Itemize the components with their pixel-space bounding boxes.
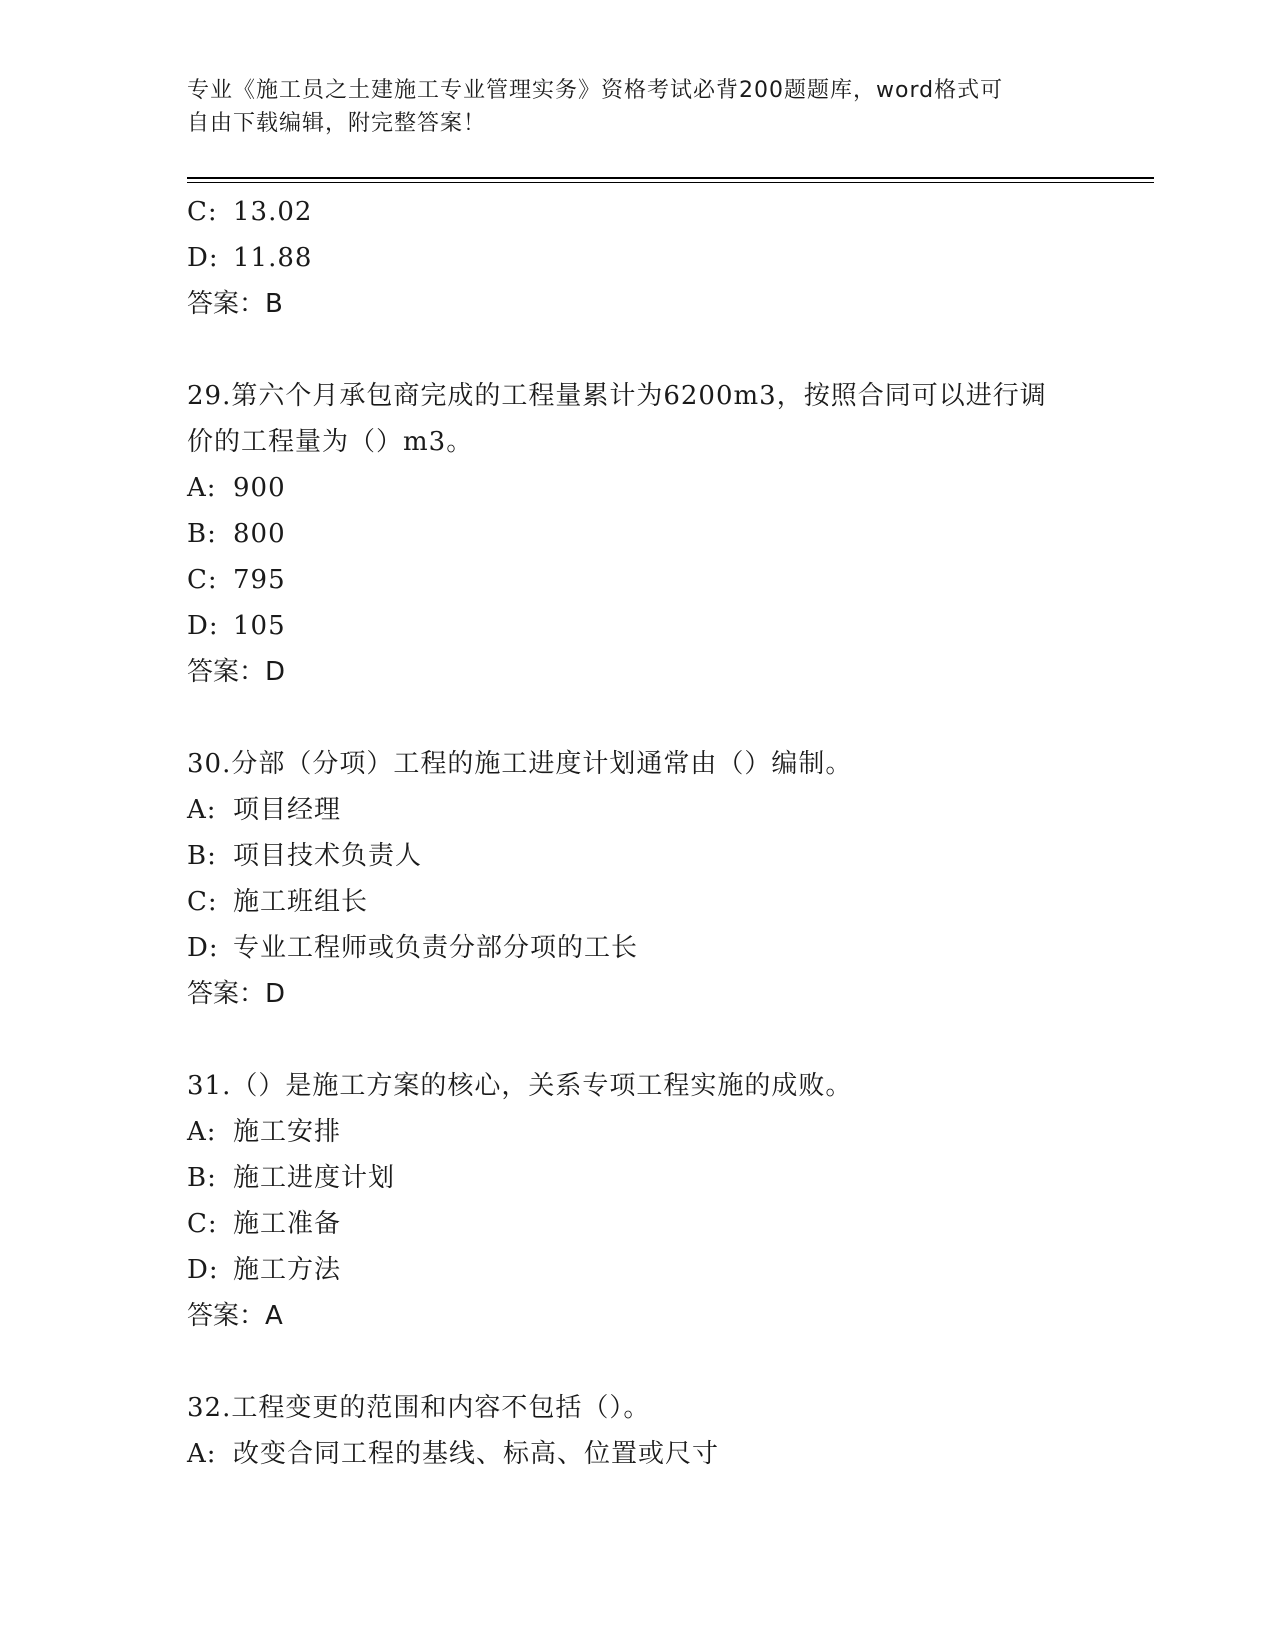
option-key: C: [187,565,218,595]
option-key: D: [187,611,219,641]
option-c [187,557,1147,603]
option-c [187,879,1147,925]
option-a [187,1109,1147,1155]
spacer [187,1017,1147,1063]
document-header [187,74,1087,140]
option-key: B: [187,841,217,871]
option-text: 施工安排 [233,1117,342,1147]
option-key: C: [187,887,218,917]
answer-line: 答案：D [187,979,286,1009]
question-list [187,189,1147,1477]
spacer [187,327,1147,373]
option-text: 105 [233,611,286,641]
option-b [187,1155,1147,1201]
option-text: 施工准备 [233,1209,342,1239]
option-text: 施工方法 [233,1255,342,1285]
answer-line: 答案：B [187,289,283,319]
option-key: A: [187,1117,217,1147]
question-stem-line-1: 30.分部（分项）工程的施工进度计划通常由（）编制。 [187,749,853,779]
option-a [187,1431,1147,1477]
option-key: A: [187,473,217,503]
option-text: 11.88 [233,243,313,273]
question-28-tail [187,189,1147,327]
option-key: D: [187,243,219,273]
option-b [187,511,1147,557]
option-a [187,465,1147,511]
question-29 [187,373,1147,695]
answer-line: 答案：A [187,1301,283,1331]
option-d [187,925,1147,971]
option-d [187,1247,1147,1293]
header-title-line-1: 专业《施工员之土建施工专业管理实务》资格考试必背200题题库，word格式可 [187,78,1004,103]
spacer [187,695,1147,741]
option-d [187,235,1147,281]
option-text: 项目技术负责人 [233,841,423,871]
option-c [187,1201,1147,1247]
option-d [187,603,1147,649]
answer-line: 答案：D [187,657,286,687]
option-key: D: [187,933,219,963]
question-30 [187,741,1147,1017]
question-31 [187,1063,1147,1339]
option-key: A: [187,795,217,825]
question-stem-line-2: 价的工程量为（）m3。 [187,427,474,457]
question-32 [187,1385,1147,1477]
option-key: B: [187,519,217,549]
option-text: 改变合同工程的基线、标高、位置或尺寸 [233,1439,720,1469]
option-text: 900 [233,473,286,503]
option-text: 795 [233,565,286,595]
header-title-line-2: 自由下载编辑，附完整答案！ [187,111,487,136]
option-key: B: [187,1163,217,1193]
option-text: 800 [233,519,286,549]
header-divider-thick [187,177,1154,179]
question-stem-line-1: 32.工程变更的范围和内容不包括（）。 [187,1393,651,1423]
option-a [187,787,1147,833]
option-key: C: [187,197,218,227]
header-divider-thin [187,182,1154,183]
option-text: 施工进度计划 [233,1163,396,1193]
option-c [187,189,1147,235]
spacer [187,1339,1147,1385]
option-text: 项目经理 [233,795,342,825]
question-stem-line-1: 29.第六个月承包商完成的工程量累计为6200m3，按照合同可以进行调 [187,381,1047,411]
option-text: 施工班组长 [233,887,369,917]
option-key: C: [187,1209,218,1239]
option-text: 专业工程师或负责分部分项的工长 [233,933,639,963]
option-key: D: [187,1255,219,1285]
option-b [187,833,1147,879]
option-text: 13.02 [233,197,313,227]
question-stem-line-1: 31.（）是施工方案的核心，关系专项工程实施的成败。 [187,1071,853,1101]
option-key: A: [187,1439,217,1469]
